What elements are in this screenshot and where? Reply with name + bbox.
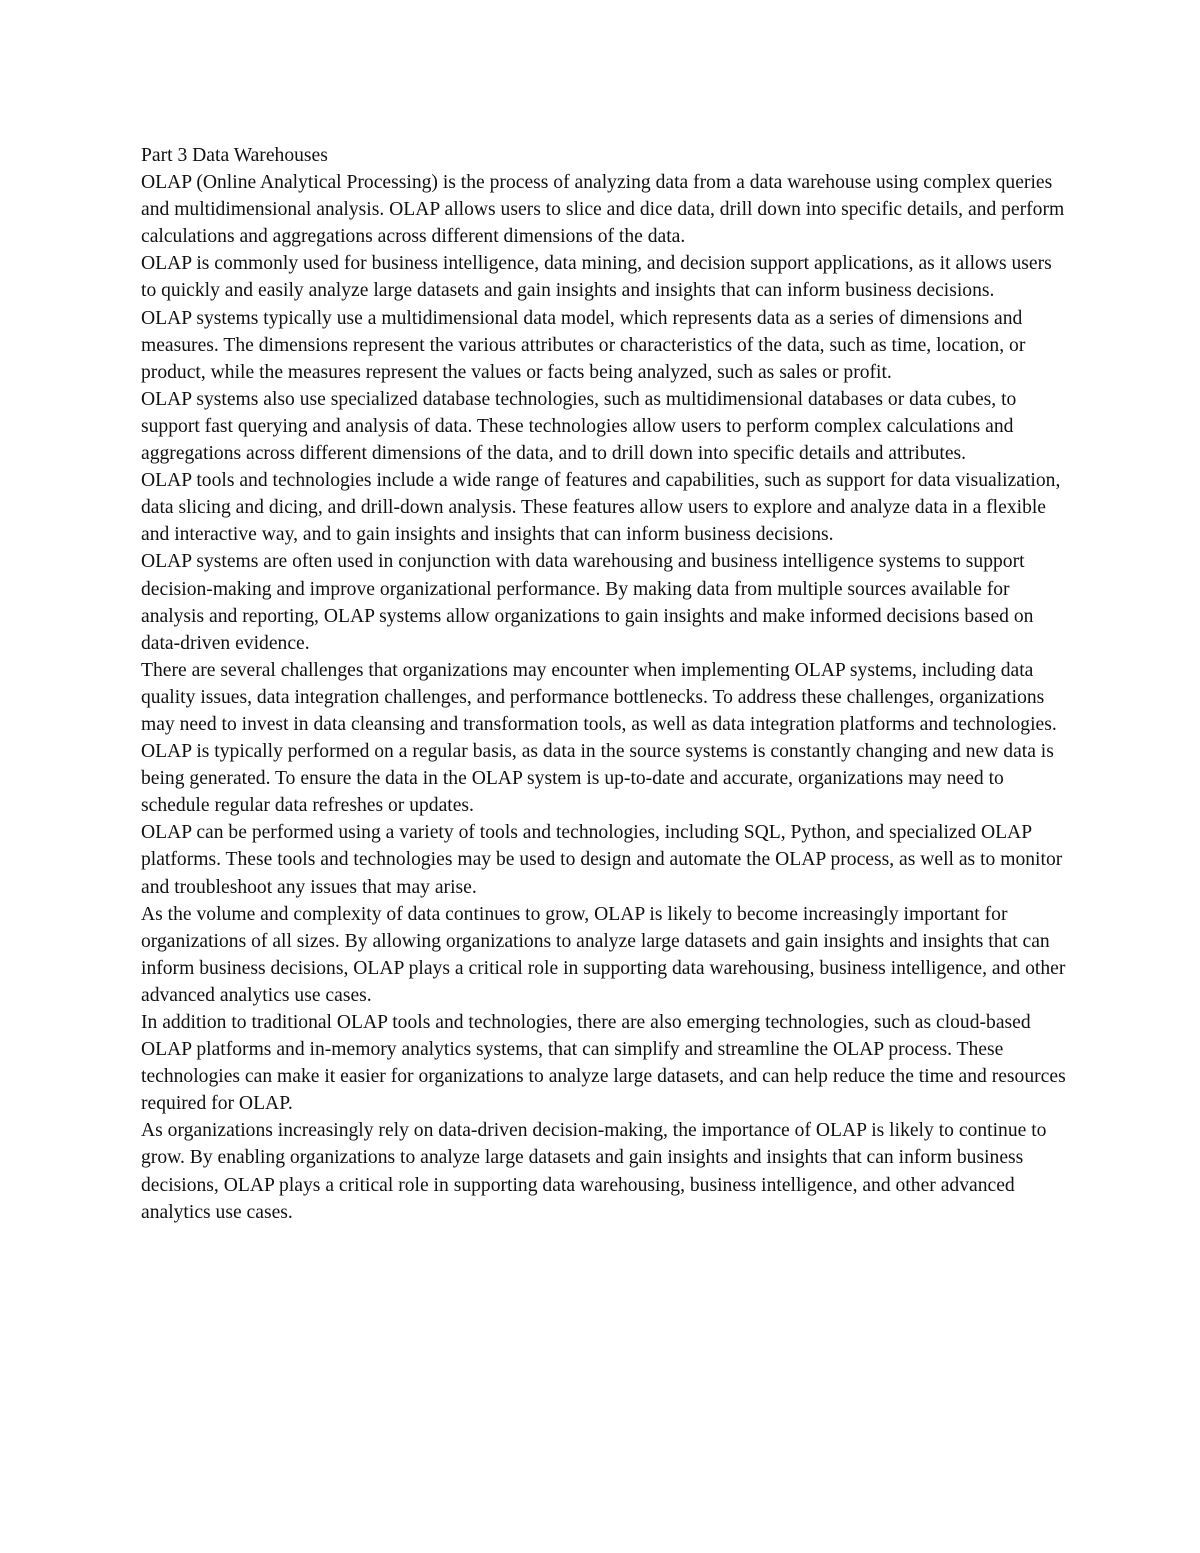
- document-body: [141, 142, 1066, 1226]
- paragraph: In addition to traditional OLAP tools and technologies, there are also emerging technologies, such as cloud-based OLAP platforms and in-memory analytics systems, that can simplify and streamline the OLAP process. These technologies can make it easier for organizations to analyze large datasets, and can help reduce the time and resources required for OLAP.: [141, 1012, 1066, 1115]
- paragraph: There are several challenges that organizations may encounter when implementing OLAP systems, including data quality issues, data integration challenges, and performance bottlenecks. To address these challenges, organizations may need to invest in data cleansing and transformation tools, as well as data integration platforms and technologies.: [141, 659, 1057, 735]
- paragraph: As the volume and complexity of data continues to grow, OLAP is likely to become increasingly important for organizations of all sizes. By allowing organizations to analyze large datasets and gain insights and insights that can inform business decisions, OLAP plays a critical role in supporting data warehousing, business intelligence, and other advanced analytics use cases.: [141, 903, 1066, 1006]
- paragraph: OLAP systems are often used in conjunction with data warehousing and business intelligence systems to support decision-making and improve organizational performance. By making data from multiple sources available for analysis and reporting, OLAP systems allow organizations to gain insights and make informed decisions based on data-driven evidence.: [141, 551, 1034, 654]
- paragraph: OLAP tools and technologies include a wide range of features and capabilities, such as support for data visualization, data slicing and dicing, and drill-down analysis. These features allow users to explore and analyze data in a flexible and interactive way, and to gain insights and insights that can inform business decisions.: [141, 470, 1061, 546]
- paragraph: OLAP is typically performed on a regular basis, as data in the source systems is constantly changing and new data is being generated. To ensure the data in the OLAP system is up-to-date and accurate, organizations may need to schedule regular data refreshes or updates.: [141, 741, 1054, 817]
- paragraph: OLAP systems also use specialized database technologies, such as multidimensional databases or data cubes, to support fast querying and analysis of data. These technologies allow users to perform complex calculations and aggregations across different dimensions of the data, and to drill down into specific details and attributes.: [141, 388, 1017, 465]
- paragraph: OLAP (Online Analytical Processing) is the process of analyzing data from a data warehouse using complex queries and multidimensional analysis. OLAP allows users to slice and dice data, drill down into specific details, and perform calculations and aggregations across different dimensions of the data.: [141, 172, 1065, 248]
- paragraph: OLAP can be performed using a variety of tools and technologies, including SQL, Python, and specialized OLAP platforms. These tools and technologies may be used to design and automate the OLAP process, as well as to monitor and troubleshoot any issues that may arise.: [141, 822, 1063, 898]
- paragraph: OLAP systems typically use a multidimensional data model, which represents data as a series of dimensions and measures. The dimensions represent the various attributes or characteristics of the data, such as time, location, or product, while the measures represent the values or facts being analyzed, such as sales or profit.: [141, 307, 1026, 383]
- paragraph: OLAP is commonly used for business intelligence, data mining, and decision support applications, as it allows users to quickly and easily analyze large datasets and gain insights and insights that can inform business decisions.: [141, 253, 1052, 302]
- paragraph: As organizations increasingly rely on data-driven decision-making, the importance of OLAP is likely to continue to grow. By enabling organizations to analyze large datasets and gain insights and insights that can inform business decisions, OLAP plays a critical role in supporting data warehousing, business intelligence, and other advanced analytics use cases.: [141, 1120, 1047, 1223]
- document-title: Part 3 Data Warehouses: [141, 145, 328, 166]
